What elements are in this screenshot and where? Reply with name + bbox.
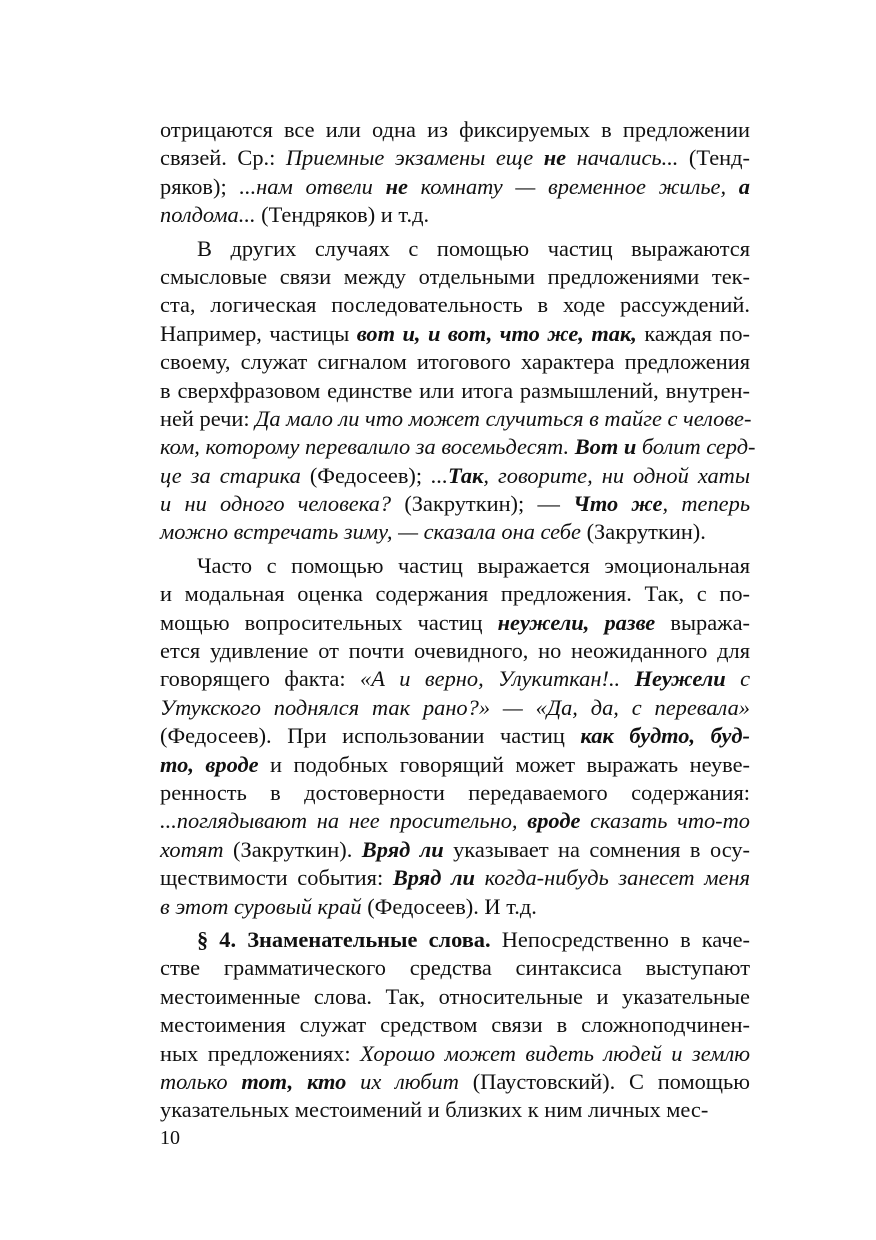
text-line: [160, 609, 750, 637]
example-italic: ком, которому перевалило за восемьдесят.: [160, 434, 575, 460]
example-italic: и ни одного человека?: [160, 491, 392, 517]
text-line: [160, 665, 750, 693]
paragraph: [160, 235, 756, 547]
emphasis-bold-italic: Вряд ли: [361, 836, 444, 862]
emphasis-bold: § 4. Знаменательные слова.: [197, 926, 491, 952]
text-line: [160, 490, 750, 518]
example-italic: их любит: [346, 1068, 459, 1094]
text-line: [160, 1096, 750, 1124]
text-line: [160, 1011, 750, 1039]
text-run: выража-: [655, 609, 750, 635]
text-run: ста, логическая последовательность в ходе рассуждений.: [160, 292, 750, 318]
text-line: [160, 144, 750, 172]
emphasis-bold-italic: как будто, буд-: [580, 723, 750, 749]
emphasis-bold-italic: Что же: [573, 491, 663, 517]
text-line: [160, 807, 750, 835]
text-run: стве грамматического средства синтаксиса выступают: [160, 955, 750, 981]
text-line: [160, 235, 750, 263]
text-run: указательных местоимений и близких к ним личных мес-: [160, 1097, 709, 1123]
text-run: местоимения служат средством связи в сложноподчинен-: [160, 1012, 750, 1038]
example-italic: комнату — временное жилье,: [407, 173, 739, 199]
text-run: и модальная оценка содержания предложения. Так, с по-: [160, 581, 750, 607]
body-text: [160, 116, 756, 1125]
emphasis-bold-italic: Вряд ли: [392, 865, 475, 891]
text-run: в сверхфразовом единстве или итога размышлений, внутрен-: [160, 377, 750, 403]
text-line: [160, 348, 750, 376]
text-run: (Тенд-: [678, 145, 750, 171]
text-line: [160, 173, 750, 201]
text-line: [160, 722, 750, 750]
example-italic: Утукского поднялся так рано?» — «Да, да, с перевала»: [160, 694, 750, 720]
text-line: [160, 637, 750, 665]
example-italic: с: [725, 666, 751, 692]
example-italic: «А и верно, Улукиткан!..: [360, 666, 635, 692]
emphasis-bold-italic: вот и, и вот, что же, так,: [356, 320, 637, 346]
example-italic: болит серд-: [636, 434, 756, 460]
text-line: [160, 954, 750, 982]
text-run: ется удивление от почти очевидного, но неожиданного для: [160, 638, 750, 664]
example-italic: сказать что-то: [580, 808, 751, 834]
emphasis-bold-italic: неужели, разве: [497, 609, 656, 635]
example-italic: ...: [431, 462, 448, 488]
emphasis-bold-italic: тот, кто: [241, 1068, 347, 1094]
text-line: [160, 518, 750, 546]
example-italic: Да мало ли что может случиться в тайге с челове-: [255, 405, 752, 431]
text-line: [160, 926, 750, 954]
text-line: [160, 433, 756, 461]
text-line: [160, 263, 750, 291]
text-line: [160, 893, 750, 921]
text-run: Часто с помощью частиц выражается эмоциональная: [197, 552, 750, 578]
example-italic: це за старика: [160, 462, 301, 488]
text-run: мощью вопросительных частиц: [160, 609, 498, 635]
emphasis-bold-italic: не: [543, 145, 567, 171]
emphasis-bold-italic: Неужели: [634, 666, 726, 692]
text-run: (Закруткин); —: [391, 491, 574, 517]
text-run: (Тендряков) и т.д.: [255, 202, 430, 228]
example-italic: можно встречать зиму, — сказала она себе: [160, 519, 581, 545]
example-italic: ...поглядывают на нее просительно,: [160, 808, 528, 834]
emphasis-bold-italic: вроде: [527, 808, 581, 834]
text-line: [160, 836, 750, 864]
text-run: связей. Ср.:: [160, 145, 286, 171]
text-line: [160, 1040, 750, 1068]
text-run: каждая по-: [636, 320, 750, 346]
text-line: [160, 1068, 750, 1096]
text-run: (Паустовский). С помощью: [458, 1068, 750, 1094]
emphasis-bold-italic: то, вроде: [160, 751, 259, 777]
example-italic: в этот суровый край: [160, 893, 362, 919]
text-line: [160, 201, 750, 229]
example-italic: хотят: [160, 836, 224, 862]
text-run: местоименные слова. Так, относительные и указательные: [160, 983, 750, 1009]
text-line: [160, 462, 750, 490]
text-line: [160, 405, 750, 433]
text-run: говорящего факта:: [160, 666, 361, 692]
text-run: ней речи:: [160, 405, 256, 431]
text-run: (Федосеев);: [300, 462, 432, 488]
text-run: Непосредственно в каче-: [490, 926, 750, 952]
text-line: [160, 864, 750, 892]
text-run: смысловые связи между отдельными предложениями тек-: [160, 263, 750, 289]
text-line: [160, 552, 750, 580]
text-run: Например, частицы: [160, 320, 357, 346]
text-run: (Закруткин).: [223, 836, 362, 862]
text-line: [160, 320, 750, 348]
text-run: ренность в достоверности передаваемого содержания:: [160, 779, 750, 805]
text-line: [160, 983, 750, 1011]
text-run: ществимости события:: [160, 865, 393, 891]
example-italic: полдома...: [160, 202, 256, 228]
example-italic: начались...: [566, 145, 679, 171]
emphasis-bold-italic: а: [738, 173, 750, 199]
example-italic: Хорошо может видеть людей и землю: [360, 1040, 751, 1066]
example-italic: , говорите, ни одной хаты: [483, 462, 750, 488]
example-italic: ...нам отвели: [239, 173, 386, 199]
text-line: [160, 779, 750, 807]
example-italic: только: [160, 1068, 242, 1094]
example-italic: , теперь: [662, 491, 751, 517]
paragraph: [160, 552, 750, 921]
emphasis-bold-italic: не: [385, 173, 408, 199]
paragraph: [160, 116, 750, 230]
example-italic: Приемные экзамены еще: [285, 145, 544, 171]
text-line: [160, 694, 750, 722]
text-run: и подобных говорящий может выражать неуве-: [258, 751, 750, 777]
text-run: ных предложениях:: [160, 1040, 361, 1066]
example-italic: когда-нибудь занесет меня: [474, 865, 750, 891]
paragraph: [160, 926, 750, 1125]
text-run: (Закруткин).: [581, 519, 706, 545]
emphasis-bold-italic: Вот и: [574, 434, 637, 460]
text-line: [160, 291, 750, 319]
text-run: В других случаях с помощью частиц выражаются: [197, 235, 750, 261]
text-run: ряков);: [160, 173, 240, 199]
text-run: (Федосеев). При использовании частиц: [160, 723, 581, 749]
text-run: своему, служат сигналом итогового характера предложения: [160, 349, 750, 375]
text-run: отрицаются все или одна из фиксируемых в предложении: [160, 117, 750, 142]
emphasis-bold-italic: Так: [447, 462, 484, 488]
page-number: 10: [160, 1127, 180, 1149]
text-run: указывает на сомнения в осу-: [443, 836, 750, 862]
text-line: [160, 751, 750, 779]
text-line: [160, 116, 750, 144]
text-line: [160, 377, 750, 405]
text-line: [160, 580, 750, 608]
text-run: (Федосеев). И т.д.: [361, 893, 537, 919]
